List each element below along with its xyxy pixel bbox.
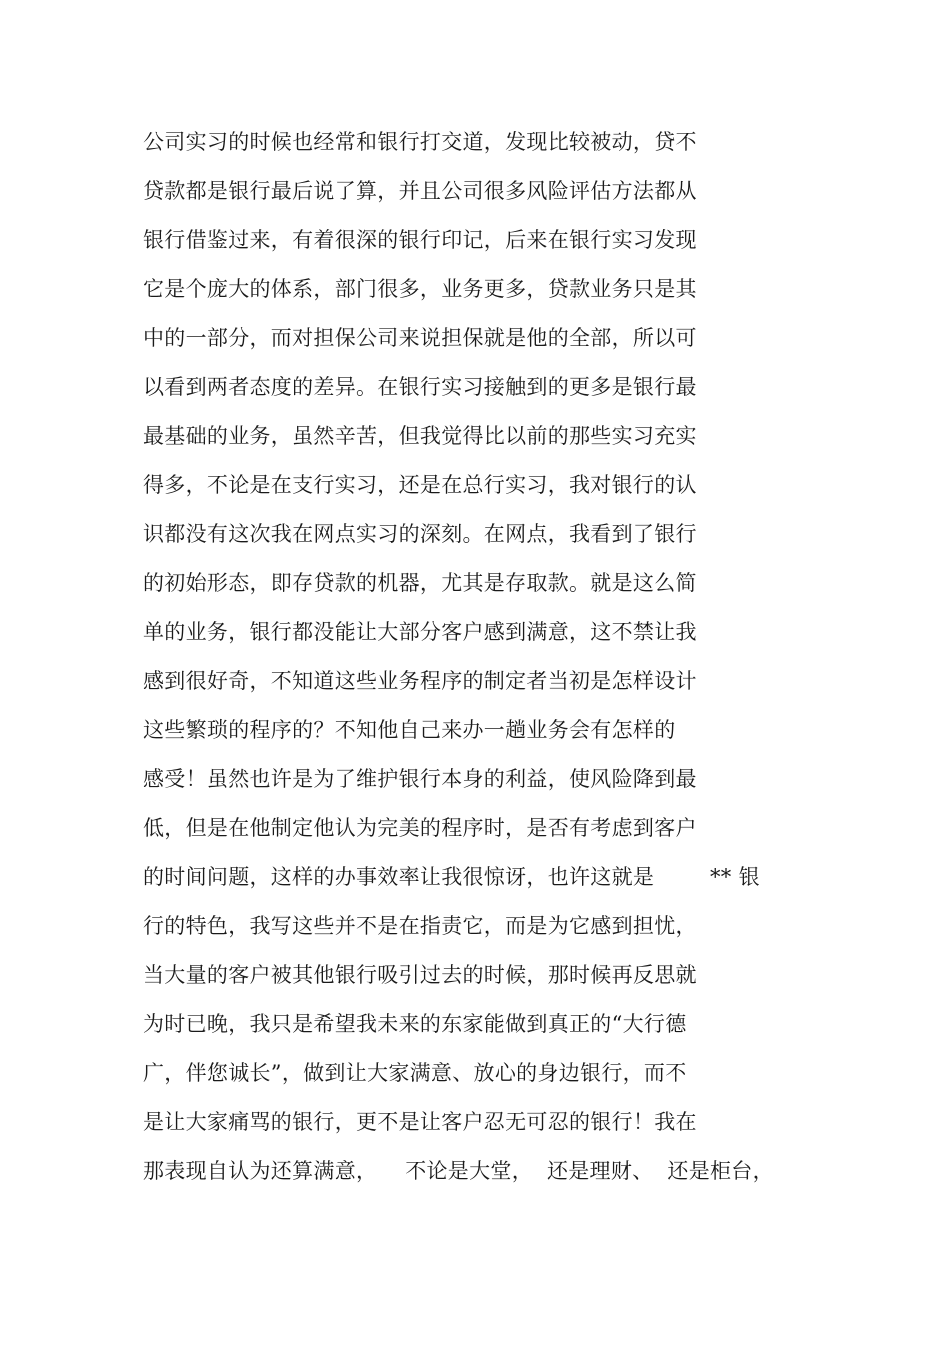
text-line: 这些繁琐的程序的？不知他自己来办一趟业务会有怎样的 — [143, 718, 676, 742]
text-line: 为时已晚，我只是希望我未来的东家能做到真正的“大行德 — [143, 1012, 687, 1036]
text-line: 识都没有这次我在网点实习的深刻。在网点，我看到了银行 — [143, 522, 697, 546]
text-line: 广，伴您诚长”，做到让大家满意、放心的身边银行，而不 — [143, 1061, 687, 1085]
text-line: 感到很好奇，不知道这些业务程序的制定者当初是怎样设计 — [143, 669, 697, 693]
text-line: 当大量的客户被其他银行吸引过去的时候，那时候再反思就 — [143, 963, 697, 987]
text-line: 那表现自认为还算满意， 不论是大堂， 还是理财、 还是柜台， — [143, 1159, 774, 1183]
text-line: 单的业务，银行都没能让大部分客户感到满意，这不禁让我 — [143, 620, 697, 644]
text-line: 它是个庞大的体系，部门很多，业务更多，贷款业务只是其 — [143, 277, 697, 301]
text-line: 以看到两者态度的差异。在银行实习接触到的更多是银行最 — [143, 375, 697, 399]
text-line: 得多，不论是在支行实习，还是在总行实习，我对银行的认 — [143, 473, 697, 497]
text-line: 是让大家痛骂的银行，更不是让客户忍无可忍的银行！我在 — [143, 1110, 697, 1134]
text-line: 银行借鉴过来，有着很深的银行印记，后来在银行实习发现 — [143, 228, 697, 252]
text-line: 公司实习的时候也经常和银行打交道，发现比较被动，贷不 — [143, 130, 697, 154]
text-line: 中的一部分，而对担保公司来说担保就是他的全部，所以可 — [143, 326, 697, 350]
text-line: 低，但是在他制定他认为完美的程序时，是否有考虑到客户 — [143, 816, 697, 840]
text-line: 感受！虽然也许是为了维护银行本身的利益，使风险降到最 — [143, 767, 697, 791]
text-line: 的初始形态，即存贷款的机器，尤其是存取款。就是这么简 — [143, 571, 697, 595]
text-line: 的时间问题，这样的办事效率让我很惊讶，也许这就是 ** 银 — [143, 865, 760, 889]
text-line: 行的特色，我写这些并不是在指责它，而是为它感到担忧， — [143, 914, 697, 938]
text-line: 最基础的业务，虽然辛苦，但我觉得比以前的那些实习充实 — [143, 424, 697, 448]
body-text — [143, 122, 823, 1200]
text-line: 贷款都是银行最后说了算，并且公司很多风险评估方法都从 — [143, 179, 697, 203]
